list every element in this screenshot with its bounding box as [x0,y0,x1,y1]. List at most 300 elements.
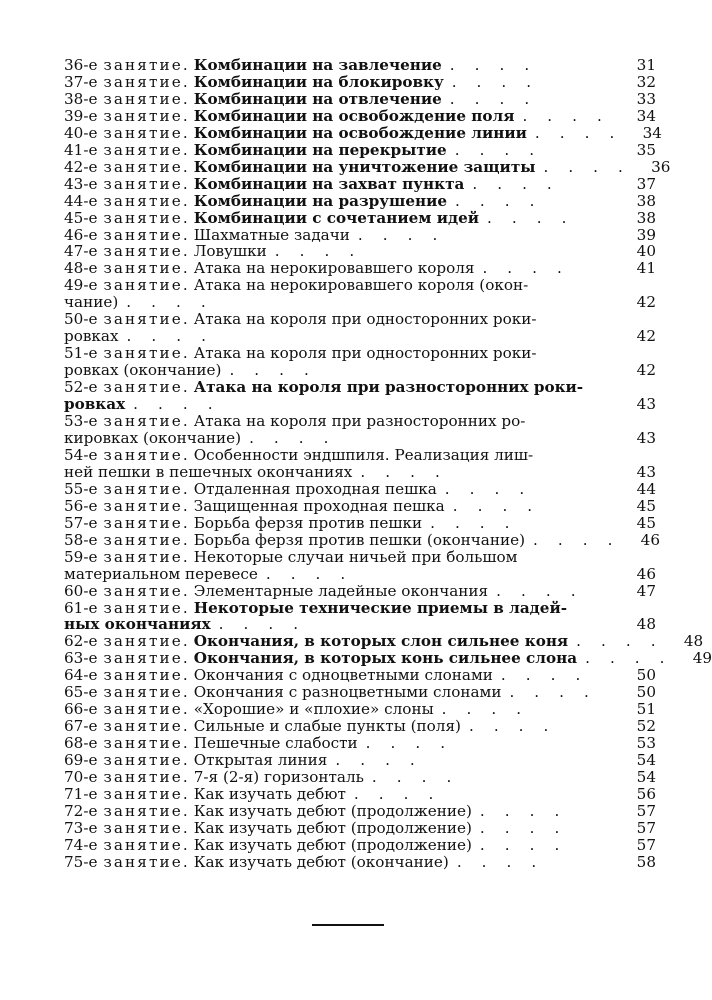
toc-entry-line [64,633,663,650]
lesson-word: занятие [103,344,183,363]
lesson-title: «Хорошие» и «плохие» слоны [193,700,434,719]
toc-entry [64,176,656,193]
lesson-dot: . [182,259,188,278]
page-number: 50 [636,666,656,685]
page-number: 34 [642,123,662,142]
lesson-word: занятие [103,581,183,600]
toc-entry [64,803,656,820]
dot-leader: . . . . [479,801,567,820]
lesson-word: занятие [103,174,183,193]
lesson-word: занятие [103,310,183,329]
toc-entry-body [64,667,616,684]
toc-entry-body [64,176,616,193]
toc-entry-line [64,532,620,549]
lesson-number: 58-е [64,530,98,549]
lesson-dot: . [182,818,188,837]
page-number: 42 [636,327,656,346]
toc-entry [64,157,671,176]
lesson-title: Комбинации на уничтожение защиты [193,157,536,176]
dot-leader: . . . . [522,106,610,125]
toc-entry-body [64,243,616,260]
lesson-title: ней пешки в пешечных окончаниях [64,462,353,481]
toc-entry [64,123,662,142]
lesson-title: Элементарные ладейные окончания [193,581,489,600]
lesson-dot: . [182,768,188,787]
lesson-title: Комбинации с сочетанием идей [193,208,480,227]
toc-entry-line [64,345,616,362]
page-number: 38 [636,191,656,210]
toc-entry-body [64,108,616,125]
toc-entry [64,260,656,277]
lesson-dot: . [182,513,188,532]
toc-entry-line [64,549,616,566]
toc-entry [64,530,660,549]
toc-entry-line [64,684,616,701]
lesson-dot: . [182,191,188,210]
dot-leader: . . . . [357,225,445,244]
dot-leader: . . . . [441,700,529,719]
toc-entry-line [64,260,616,277]
lesson-number: 65-е [64,683,98,702]
lesson-word: занятие [103,157,183,176]
dot-leader: . . . . [371,768,459,787]
lesson-number: 59-е [64,547,98,566]
lesson-title: Окончания с разноцветными слонами [193,683,502,702]
lesson-number: 42-е [64,157,98,176]
lesson-word: занятие [103,378,183,397]
toc-entry-line [64,243,616,260]
toc-entry-line [64,803,616,820]
lesson-dot: . [182,208,188,227]
lesson-word: занятие [103,56,183,74]
toc-entry-line [64,108,616,125]
toc-entry-line [64,74,616,91]
dot-leader: . . . . [496,581,584,600]
toc-entry-line [64,820,616,837]
dot-leader: . . . . [534,123,622,142]
toc-entry-line [64,566,616,583]
toc-entry-body [64,277,616,311]
toc-entry-body [64,142,616,159]
page-number: 44 [636,479,656,498]
lesson-number: 45-е [64,208,98,227]
page-number: 57 [636,835,656,854]
toc-entry [64,481,656,498]
lesson-number: 56-е [64,496,98,515]
toc-entry-line [64,498,616,515]
lesson-title: ровках [64,327,119,346]
lesson-word: занятие [103,496,183,515]
dot-leader: . . . . [454,140,542,159]
lesson-title: ровках (окончание) [64,361,222,380]
lesson-title: ровках [64,395,126,414]
page-number: 56 [636,784,656,803]
page-number: 45 [636,496,656,515]
lesson-number: 63-е [64,649,98,668]
toc-entry-body [64,91,616,108]
lesson-number: 57-е [64,513,98,532]
toc-entry [64,379,656,413]
lesson-word: занятие [103,479,183,498]
lesson-title: Особенности эндшпиля. Реализация лиш- [193,445,534,464]
dot-leader: . . . . [472,174,560,193]
lesson-dot: . [182,89,188,108]
lesson-dot: . [182,242,188,261]
lesson-title: Комбинации на завлечение [193,56,442,74]
dot-leader: . . . . [487,208,575,227]
lesson-word: занятие [103,666,183,685]
dot-leader: . . . . [479,818,567,837]
page-number: 48 [636,615,656,634]
lesson-word: занятие [103,208,183,227]
lesson-title: Комбинации на блокировку [193,72,444,91]
dot-leader: . . . . [452,496,540,515]
lesson-title: Атака на нерокировавшего короля (окон- [193,276,529,295]
page-number: 54 [636,768,656,787]
dot-leader: . . . . [482,259,570,278]
toc-entry-body [64,345,616,379]
lesson-number: 73-е [64,818,98,837]
toc-entry-body [64,447,616,481]
lesson-number: 74-е [64,835,98,854]
toc-entry-line [64,769,616,786]
lesson-title: Как изучать дебют (продолжение) [193,818,472,837]
toc-entry-line [64,210,616,227]
lesson-title: Как изучать дебют (продолжение) [193,801,472,820]
toc-entry-body [64,752,616,769]
dot-leader: . . . . [468,717,556,736]
lesson-number: 38-е [64,89,98,108]
lesson-word: занятие [103,835,183,854]
lesson-title: Пешечные слабости [193,734,358,753]
toc-entry-line [64,701,616,718]
lesson-title: 7-я (2-я) горизонталь [193,768,364,787]
lesson-dot: . [182,140,188,159]
lesson-dot: . [182,751,188,770]
lesson-number: 64-е [64,666,98,685]
lesson-title: Окончания с одноцветными слонами [193,666,493,685]
lesson-title: Отдаленная проходная пешка [193,479,437,498]
dot-leader: . . . . [456,852,544,871]
toc-entry-line [64,752,616,769]
toc-entry-body [64,549,616,583]
lesson-word: занятие [103,801,183,820]
toc-entry-line [64,854,616,871]
lesson-number: 47-е [64,242,98,261]
toc-entry [64,498,656,515]
lesson-word: занятие [103,768,183,787]
page-number: 32 [636,72,656,91]
lesson-title: чание) [64,293,119,312]
toc-entry [64,413,656,447]
dot-leader: . . . . [449,89,537,108]
dot-leader: . . . . [335,751,423,770]
toc-entry [64,786,656,803]
toc-entry-body [64,600,616,634]
toc-entry-body [64,227,616,244]
lesson-dot: . [182,835,188,854]
toc-entry [64,684,656,701]
toc-entry-line [64,718,616,735]
page-number: 38 [636,208,656,227]
lesson-title: Окончания, в которых конь сильнее слона [193,649,578,668]
lesson-number: 67-е [64,717,98,736]
lesson-title: Атака на нерокировавшего короля [193,259,475,278]
lesson-number: 72-е [64,801,98,820]
toc-entry-body [64,481,616,498]
toc-entry-body [64,633,663,650]
page-number: 42 [636,293,656,312]
lesson-number: 44-е [64,191,98,210]
dot-leader: . . . . [576,632,664,651]
lesson-word: занятие [103,513,183,532]
dot-leader: . . . . [449,56,537,74]
dot-leader: . . . . [218,615,306,634]
page-number: 40 [636,242,656,261]
dot-leader: . . . . [353,784,441,803]
toc-entry-line [64,294,616,311]
page-number: 52 [636,717,656,736]
lesson-dot: . [182,276,188,295]
page-number: 47 [636,581,656,600]
page-number: 36 [651,157,671,176]
lesson-number: 62-е [64,632,98,651]
toc-entry-body [64,803,616,820]
lesson-dot: . [182,56,188,74]
toc-entry [64,649,712,668]
lesson-word: занятие [103,276,183,295]
toc-entry [64,227,656,244]
dot-leader: . . . . [360,462,448,481]
toc-entry-line [64,447,616,464]
toc-entry [64,837,656,854]
toc-entry-line [64,311,616,328]
lesson-dot: . [182,479,188,498]
toc-entry-body [64,498,616,515]
table-of-contents [64,56,712,871]
lesson-dot: . [182,412,188,431]
toc-entry [64,820,656,837]
toc-entry-line [64,600,616,617]
page-number: 58 [636,852,656,871]
toc-entry-body [64,769,616,786]
dot-leader: . . . . [500,666,588,685]
lesson-dot: . [182,157,188,176]
toc-entry-body [64,159,630,176]
lesson-title: Некоторые случаи ничьей при большом [193,547,518,566]
page-number: 33 [636,89,656,108]
dot-leader: . . . . [133,395,221,414]
toc-entry-line [64,57,616,74]
lesson-number: 49-е [64,276,98,295]
toc-entry [64,583,656,600]
lesson-number: 75-е [64,852,98,871]
lesson-dot: . [182,852,188,871]
page-number: 50 [636,683,656,702]
page-number: 39 [636,225,656,244]
toc-entry-body [64,515,616,532]
lesson-title: ных окончаниях [64,615,211,634]
toc-entry-line [64,464,616,481]
lesson-number: 53-е [64,412,98,431]
toc-entry-body [64,650,672,667]
toc-entry-body [64,735,616,752]
page-number: 41 [636,259,656,278]
toc-entry-body [64,125,622,142]
toc-entry-body [64,701,616,718]
dot-leader: . . . . [479,835,567,854]
lesson-title: Атака на короля при разносторонних роки- [193,378,584,397]
dot-leader: . . . . [126,293,214,312]
lesson-number: 51-е [64,344,98,363]
lesson-dot: . [182,581,188,600]
lesson-number: 37-е [64,72,98,91]
dot-leader: . . . . [585,649,673,668]
toc-entry-line [64,837,616,854]
dot-leader: . . . . [365,734,453,753]
lesson-number: 39-е [64,106,98,125]
dot-leader: . . . . [455,191,543,210]
toc-entry [64,667,656,684]
lesson-dot: . [182,547,188,566]
lesson-word: занятие [103,530,183,549]
lesson-title: Сильные и слабые пункты (поля) [193,717,461,736]
end-rule [312,924,384,926]
toc-entry-line [64,125,622,142]
toc-entry [64,752,656,769]
dot-leader: . . . . [265,564,353,583]
lesson-dot: . [182,496,188,515]
lesson-word: занятие [103,225,183,244]
dot-leader: . . . . [274,242,362,261]
lesson-number: 69-е [64,751,98,770]
toc-entry [64,193,656,210]
toc-entry-line [64,735,616,752]
toc-entry-line [64,515,616,532]
lesson-title: Ловушки [193,242,267,261]
toc-entry-body [64,837,616,854]
toc-entry [64,277,656,311]
toc-entry [64,57,656,74]
toc-entry-line [64,176,616,193]
lesson-number: 46-е [64,225,98,244]
toc-entry [64,142,656,159]
toc-entry-body [64,210,616,227]
lesson-number: 52-е [64,378,98,397]
lesson-number: 70-е [64,768,98,787]
dot-leader: . . . . [249,428,337,447]
toc-entry-body [64,260,616,277]
lesson-title: Как изучать дебют [193,784,346,803]
toc-entry-line [64,481,616,498]
toc-entry-line [64,396,616,413]
lesson-dot: . [182,123,188,142]
page-number: 48 [683,632,704,651]
lesson-title: Шахматные задачи [193,225,350,244]
lesson-title: Борьба ферзя против пешки (окончание) [193,530,525,549]
lesson-dot: . [182,801,188,820]
lesson-title: Комбинации на освобождение линии [193,123,527,142]
lesson-number: 68-е [64,734,98,753]
toc-entry-line [64,583,616,600]
lesson-word: занятие [103,140,183,159]
toc-entry-line [64,142,616,159]
page-number: 43 [636,395,656,414]
toc-entry-line [64,227,616,244]
lesson-word: занятие [103,106,183,125]
toc-entry-body [64,413,616,447]
toc-entry-line [64,159,630,176]
lesson-word: занятие [103,598,183,617]
lesson-title: Некоторые технические приемы в ладей- [193,598,568,617]
lesson-number: 66-е [64,700,98,719]
lesson-title: Атака на короля при односторонних роки- [193,344,537,363]
toc-entry [64,91,656,108]
toc-entry [64,243,656,260]
lesson-dot: . [182,72,188,91]
toc-entry [64,854,656,871]
lesson-number: 48-е [64,259,98,278]
lesson-word: занятие [103,649,183,668]
lesson-word: занятие [103,632,183,651]
lesson-word: занятие [103,683,183,702]
lesson-word: занятие [103,784,183,803]
toc-entry-body [64,820,616,837]
page-number: 43 [636,428,656,447]
toc-entry-body [64,193,616,210]
toc-entry-body [64,57,616,74]
lesson-title: Комбинации на перекрытие [193,140,447,159]
toc-entry-line [64,362,616,379]
dot-leader: . . . . [543,157,631,176]
toc-entry [64,108,656,125]
page-number: 43 [636,462,656,481]
toc-entry-body [64,786,616,803]
toc-entry-body [64,583,616,600]
toc-entry [64,701,656,718]
lesson-title: Окончания, в которых слон сильнее коня [193,632,569,651]
lesson-number: 61-е [64,598,98,617]
dot-leader: . . . . [533,530,620,549]
toc-entry [64,515,656,532]
toc-entry [64,632,704,651]
toc-entry [64,718,656,735]
lesson-dot: . [182,225,188,244]
page-number: 49 [692,649,712,668]
lesson-dot: . [182,378,188,397]
lesson-title: Комбинации на отвлечение [193,89,442,108]
lesson-dot: . [182,106,188,125]
toc-entry-body [64,854,616,871]
lesson-title: Открытая линия [193,751,328,770]
lesson-title: Атака на короля при односторонних роки- [193,310,537,329]
lesson-word: занятие [103,818,183,837]
toc-entry-line [64,277,616,294]
lesson-dot: . [182,344,188,363]
toc-entry-line [64,786,616,803]
lesson-word: занятие [103,259,183,278]
lesson-number: 36-е [64,56,98,74]
lesson-word: занятие [103,72,183,91]
lesson-number: 40-е [64,123,98,142]
page-number: 31 [636,56,656,74]
page-number: 34 [636,106,656,125]
lesson-word: занятие [103,734,183,753]
dot-leader: . . . . [444,479,532,498]
lesson-title: кировках (окончание) [64,428,242,447]
lesson-number: 55-е [64,479,98,498]
lesson-dot: . [182,700,188,719]
